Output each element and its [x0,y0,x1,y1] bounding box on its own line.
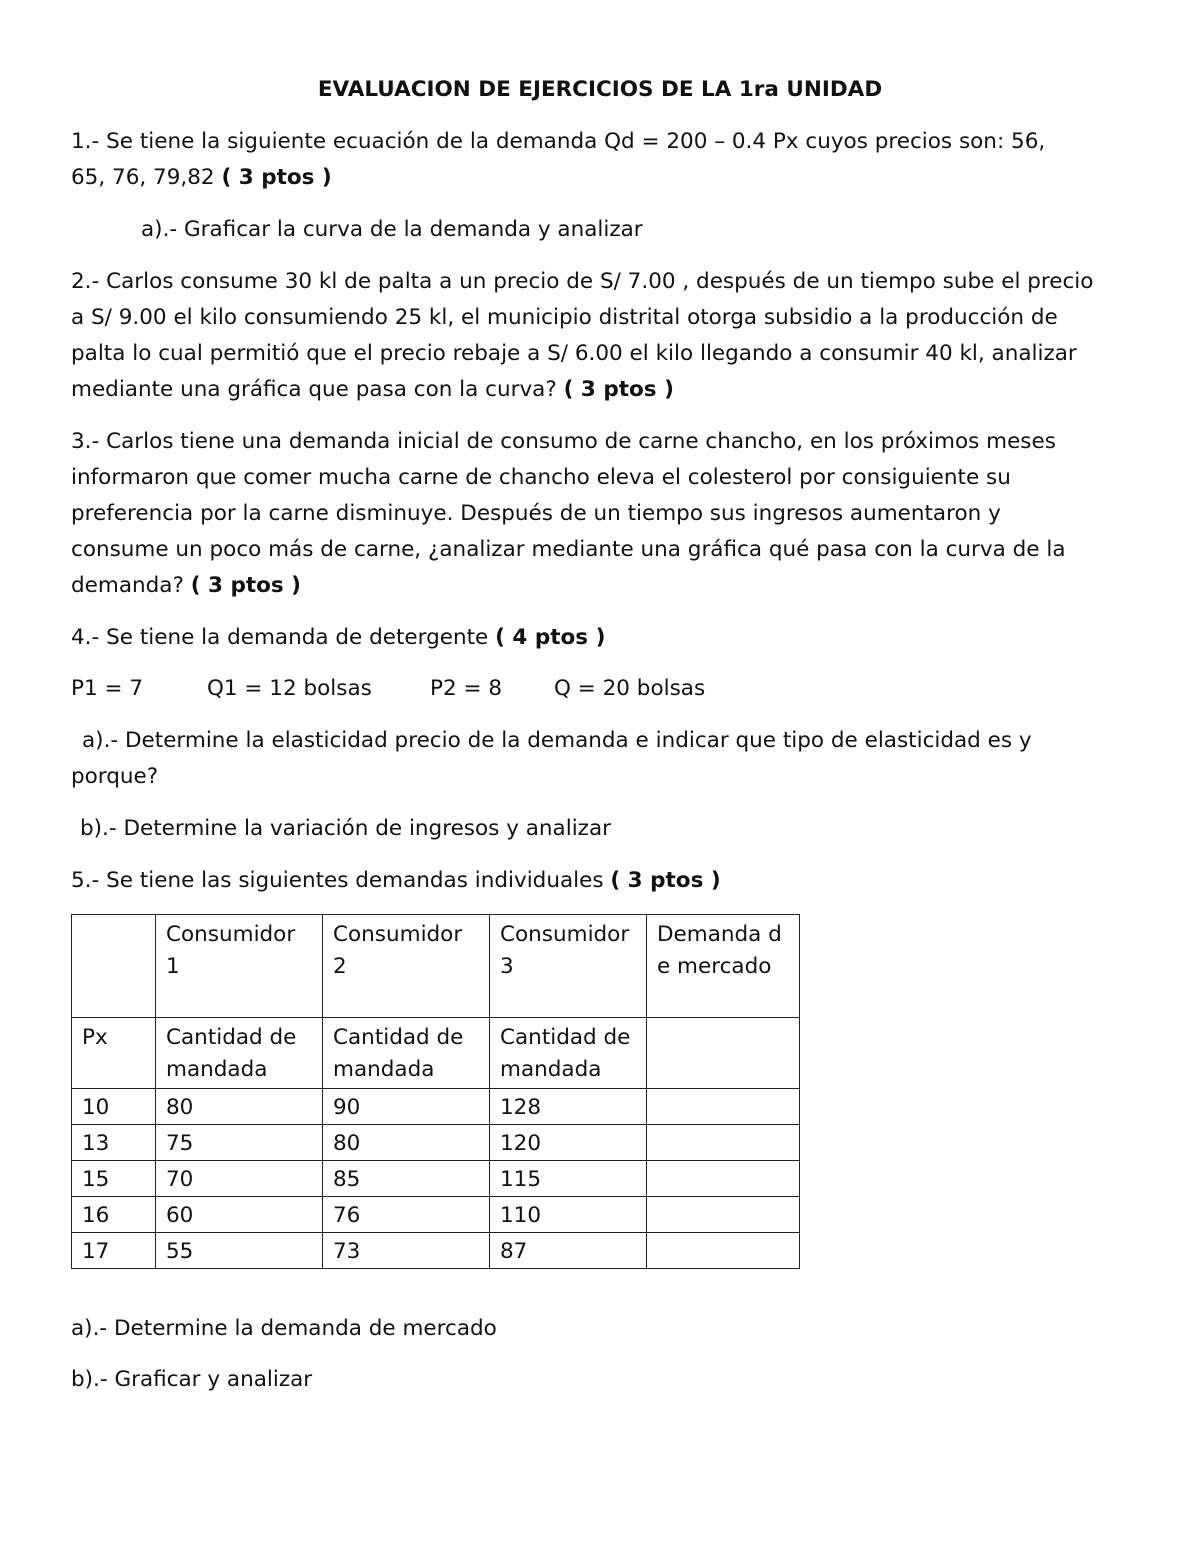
question-5-part-b: b).- Graficar y analizar [71,1367,313,1392]
table-row [72,1125,800,1161]
question-5-points: ( 3 ptos ) [610,868,721,893]
question-1-text: 65, 76, 79,82 [71,165,222,190]
table-subheader-cell: Cantidad demandada [156,1018,323,1089]
question-2-line-4 [71,372,674,408]
table-cell: 75 [156,1125,323,1161]
question-3-line-4: consume un poco más de carne, ¿analizar mediante una gráfica qué pasa con la curva de la [71,537,1066,562]
question-4-part-b: b).- Determine la variación de ingresos y analizar [80,816,611,841]
question-3-points: ( 3 ptos ) [190,573,302,598]
document-title: EVALUACION DE EJERCICIOS DE LA 1ra UNIDAD [317,77,883,102]
question-2-line-3: palta lo cual permitió que el precio rebaje a S/ 6.00 el kilo llegando a consumir 40 kl, analizar [71,341,1077,366]
table-cell: 70 [156,1161,323,1197]
question-1-points: ( 3 ptos ) [221,165,332,190]
question-5-part-a: a).- Determine la demanda de mercado [71,1316,497,1341]
table-cell [647,1125,800,1161]
question-2-line-2: a S/ 9.00 el kilo consumiendo 25 kl, el municipio distrital otorga subsidio a la producción de [71,305,1058,330]
table-cell: 85 [323,1161,490,1197]
question-2-text: mediante una gráfica que pasa con la curva? [71,377,564,402]
question-3-line-3: preferencia por la carne disminuye. Después de un tiempo sus ingresos aumentaron y [71,501,1001,526]
question-3-line-1: 3.- Carlos tiene una demanda inicial de consumo de carne chancho, en los próximos meses [71,429,1056,454]
table-row [72,1089,800,1125]
question-1-part-a: a).- Graficar la curva de la demanda y analizar [141,217,643,242]
table-subheader-row [72,1018,800,1089]
table-cell: 10 [72,1089,156,1125]
table-cell: 15 [72,1161,156,1197]
table-cell: 13 [72,1125,156,1161]
question-5-text: 5.- Se tiene las siguientes demandas individuales [71,868,611,893]
table-subheader-cell: Cantidad demandada [323,1018,490,1089]
table-header-cell [72,915,156,1018]
table-cell: 17 [72,1233,156,1269]
table-header-cell: Consumidor 2 [323,915,490,1018]
table-cell: 87 [490,1233,647,1269]
table-cell [647,1197,800,1233]
table-subheader-cell: Px [72,1018,156,1089]
table-cell: 60 [156,1197,323,1233]
question-3-line-2: informaron que comer mucha carne de chancho eleva el colesterol por consiguiente su [71,465,1011,490]
table-cell: 80 [156,1089,323,1125]
table-cell: 80 [323,1125,490,1161]
question-4-p2: P2 = 8 [430,676,503,701]
table-header-row [72,915,800,1018]
demand-table [71,914,800,1269]
table-subheader-cell [647,1018,800,1089]
table-cell: 76 [323,1197,490,1233]
table-cell: 115 [490,1161,647,1197]
question-3-line-5 [71,568,301,604]
table-subheader-cell: Cantidad demandada [490,1018,647,1089]
question-4-points: ( 4 ptos ) [495,625,606,650]
question-3-text: demanda? [71,573,191,598]
question-4-text: 4.- Se tiene la demanda de detergente [71,625,496,650]
table-cell: 16 [72,1197,156,1233]
question-4-q2: Q = 20 bolsas [554,676,706,701]
question-4-part-a-line-1: a).- Determine la elasticidad precio de la demanda e indicar que tipo de elasticidad es y [82,728,1032,753]
table-cell [647,1161,800,1197]
table-cell [647,1089,800,1125]
table-row [72,1197,800,1233]
table-cell: 110 [490,1197,647,1233]
table-header-cell: Consumidor 3 [490,915,647,1018]
question-2-line-1: 2.- Carlos consume 30 kl de palta a un precio de S/ 7.00 , después de un tiempo sube el precio [71,269,1094,294]
table-cell: 55 [156,1233,323,1269]
question-4-q1: Q1 = 12 bolsas [207,676,372,701]
table-cell: 128 [490,1089,647,1125]
question-1-line-1: 1.- Se tiene la siguiente ecuación de la demanda Qd = 200 – 0.4 Px cuyos precios son: 56, [71,129,1046,154]
table-row [72,1233,800,1269]
question-5-line-1 [71,863,721,899]
table-header-cell: Demanda de mercado [647,915,800,1018]
question-4-p1: P1 = 7 [71,676,144,701]
table-row [72,1161,800,1197]
table-cell: 73 [323,1233,490,1269]
question-4-line-1 [71,620,605,656]
table-cell: 120 [490,1125,647,1161]
question-2-points: ( 3 ptos ) [563,377,674,402]
table-cell [647,1233,800,1269]
question-1-line-2 [71,160,332,196]
question-4-part-a-line-2: porque? [71,764,159,789]
table-header-cell: Consumidor 1 [156,915,323,1018]
table-cell: 90 [323,1089,490,1125]
